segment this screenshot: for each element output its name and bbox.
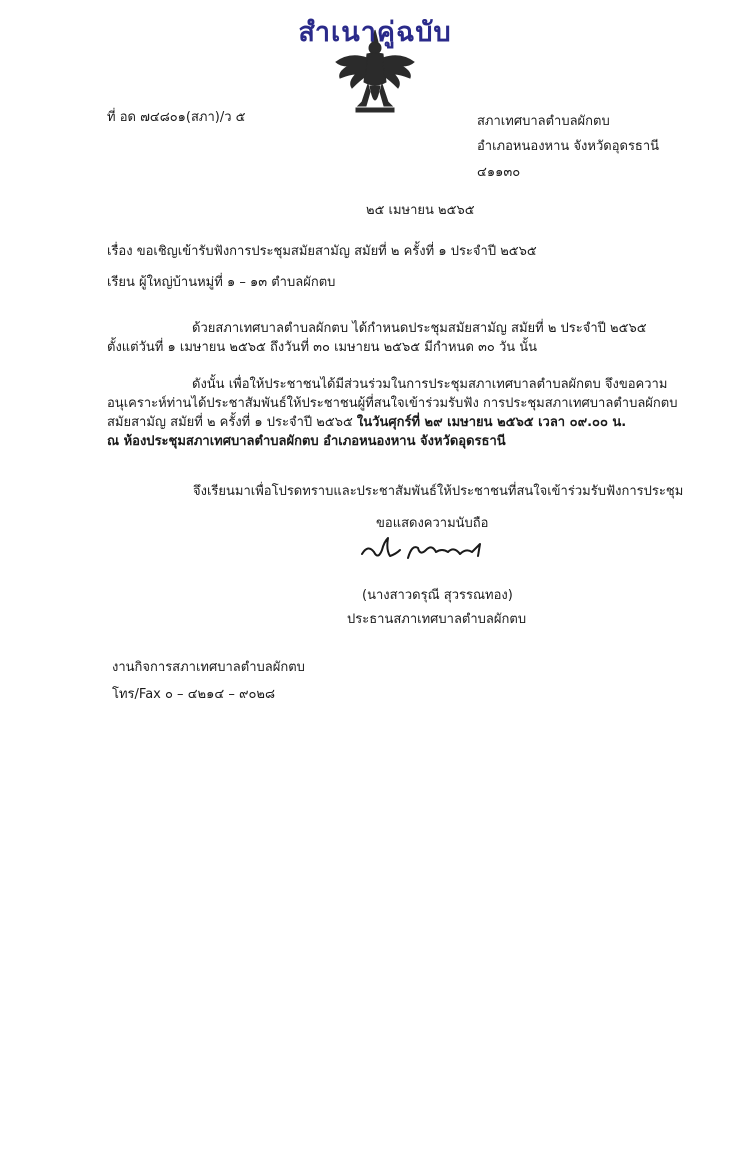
sender-postcode: ๔๑๑๓๐ bbox=[477, 165, 521, 180]
sender-organization: สภาเทศบาลตำบลผักตบ bbox=[477, 114, 610, 129]
paragraph-2-line-2: อนุเคราะห์ท่านได้ประชาสัมพันธ์ให้ประชาชนผู้ที่สนใจเข้าร่วมรับฟัง การประชุมสภาเทศบาลตำบลผักตบ bbox=[107, 396, 678, 411]
paragraph-2-line-3-bold: ในวันศุกร์ที่ ๒๙ เมษายน ๒๕๖๕ เวลา ๐๙.๐๐ น. bbox=[356, 415, 627, 430]
paragraph-2-line-1: ดังนั้น เพื่อให้ประชาชนได้มีส่วนร่วมในการประชุมสภาเทศบาลตำบลผักตบ จึงขอความ bbox=[192, 377, 668, 392]
paragraph-2-line-4: ณ ห้องประชุมสภาเทศบาลตำบลผักตบ อำเภอหนองหาน จังหวัดอุดรธานี bbox=[107, 434, 506, 449]
letter-salutation: เรียน ผู้ใหญ่บ้านหมู่ที่ ๑ – ๑๓ ตำบลผักตบ bbox=[107, 275, 336, 290]
paragraph-2-line-3-normal: สมัยสามัญ สมัยที่ ๒ ครั้งที่ ๑ ประจำปี ๒๕๖๕ bbox=[107, 415, 357, 430]
signer-title: ประธานสภาเทศบาลตำบลผักตบ bbox=[347, 612, 527, 627]
office-name: งานกิจการสภาเทศบาลตำบลผักตบ bbox=[112, 660, 305, 675]
body-paragraph-1 bbox=[107, 319, 647, 357]
signer-name: (นางสาวดรุณี สุวรรณทอง) bbox=[362, 588, 513, 603]
copy-stamp: สำเนาคู่ฉบับ bbox=[298, 17, 452, 48]
paragraph-2-line-3 bbox=[107, 413, 677, 432]
letter-subject: เรื่อง ขอเชิญเข้ารับฟังการประชุมสมัยสามัญ สมัยที่ ๒ ครั้งที่ ๑ ประจำปี ๒๕๖๕ bbox=[107, 244, 537, 259]
signature-icon bbox=[348, 530, 498, 570]
phone-fax: โทร/Fax ๐ – ๔๒๑๔ – ๙๐๒๘ bbox=[112, 687, 276, 702]
reference-number: ที่ อด ๗๔๘๐๑(สภา)/ว ๕ bbox=[107, 110, 246, 125]
paragraph-1-line-2: ตั้งแต่วันที่ ๑ เมษายน ๒๕๖๕ ถึงวันที่ ๓๐ เมษายน ๒๕๖๕ มีกำหนด ๓๐ วัน นั้น bbox=[107, 340, 538, 355]
paragraph-1-line-1: ด้วยสภาเทศบาลตำบลผักตบ ได้กำหนดประชุมสมัยสามัญ สมัยที่ ๒ ประจำปี ๒๕๖๕ bbox=[192, 321, 647, 336]
body-paragraph-2 bbox=[107, 375, 677, 451]
sender-district: อำเภอหนองหาน จังหวัดอุดรธานี bbox=[477, 139, 660, 154]
closing-request: จึงเรียนมาเพื่อโปรดทราบและประชาสัมพันธ์ให้ประชาชนที่สนใจเข้าร่วมรับฟังการประชุม bbox=[193, 484, 684, 499]
complimentary-close: ขอแสดงความนับถือ bbox=[376, 516, 489, 531]
letter-date: ๒๕ เมษายน ๒๕๖๕ bbox=[366, 203, 475, 218]
